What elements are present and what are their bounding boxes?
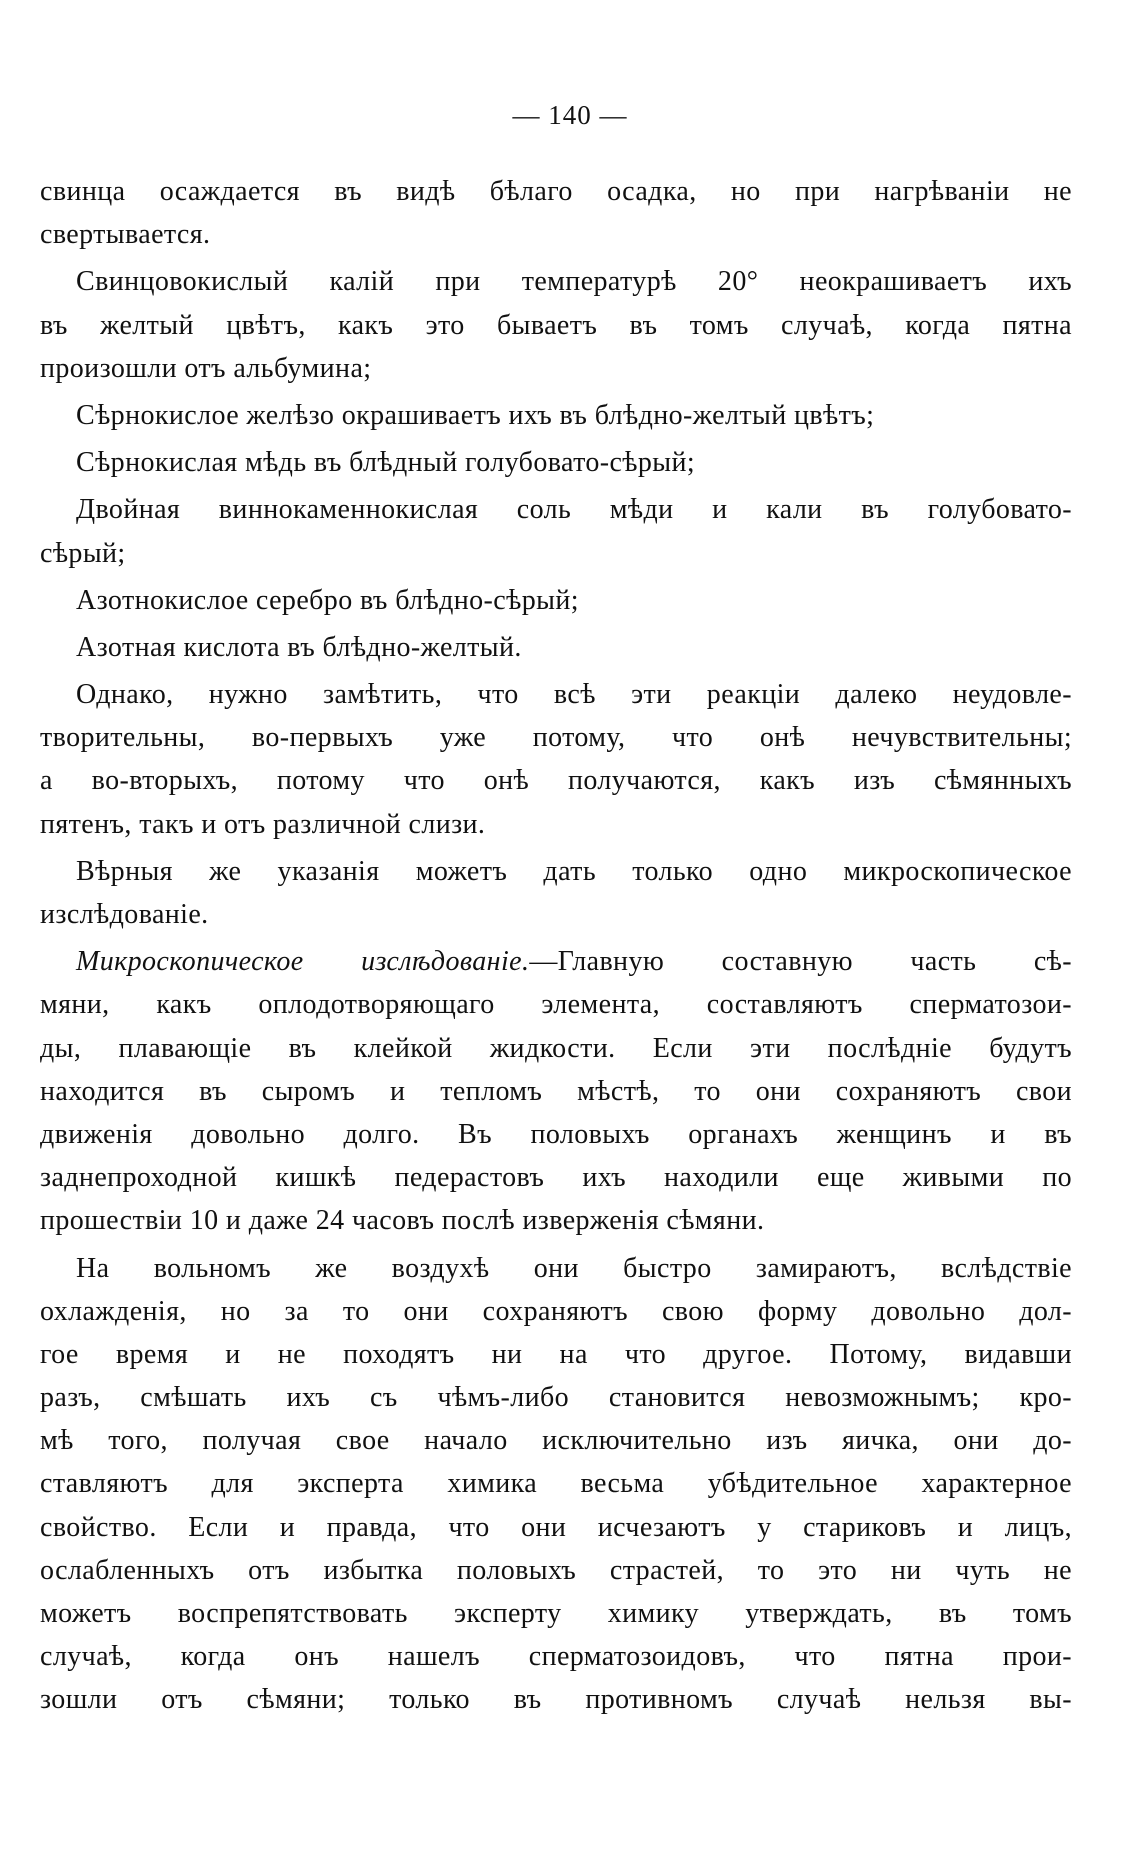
text-line: мѣ того, получая свое начало исключительно изъ яичка, они до- bbox=[40, 1425, 1072, 1457]
text-line: а во-вторыхъ, потому что онѣ получаются, какъ изъ сѣмянныхъ bbox=[40, 765, 1072, 797]
section-heading: Микроскопическое изслѣдованіе. bbox=[76, 946, 530, 978]
text-line: движенія довольно долго. Въ половыхъ органахъ женщинъ и въ bbox=[40, 1118, 1072, 1150]
text-line: пятенъ, такъ и отъ различной слизи. bbox=[40, 808, 486, 840]
text-line: случаѣ, когда онъ нашелъ сперматозоидовъ, что пятна прои- bbox=[40, 1641, 1072, 1673]
text-line: На вольномъ же воздухѣ они быстро замираютъ, вслѣдствіе bbox=[76, 1252, 1072, 1284]
text-line: Сѣрнокислая мѣдь въ блѣдный голубовато-сѣрый; bbox=[76, 447, 696, 479]
text-line: Двойная виннокаменнокислая соль мѣди и кали въ голубовато- bbox=[76, 494, 1072, 526]
text-line: заднепроходной кишкѣ педерастовъ ихъ находили еще живыми по bbox=[40, 1162, 1072, 1194]
text-line: Азотнокислое серебро въ блѣдно-сѣрый; bbox=[76, 584, 579, 616]
text-line: Однако, нужно замѣтить, что всѣ эти реакціи далеко неудовле- bbox=[76, 679, 1072, 711]
text-line: творительны, во-первыхъ уже потому, что онѣ нечувствительны; bbox=[40, 722, 1072, 754]
text-line: свертывается. bbox=[40, 219, 211, 251]
text-line: зошли отъ сѣмяни; только въ противномъ случаѣ нельзя вы- bbox=[40, 1684, 1072, 1716]
text-line: ослабленныхъ отъ избытка половыхъ страстей, то это ни чуть не bbox=[40, 1554, 1072, 1586]
text-line: Азотная кислота въ блѣдно-желтый. bbox=[76, 631, 522, 663]
text-line: Вѣрныя же указанія можетъ дать только одно микроскопическое bbox=[76, 855, 1072, 887]
text-line: Свинцовокислый калій при температурѣ 20° неокрашиваетъ ихъ bbox=[76, 266, 1072, 298]
text-line: свинца осаждается въ видѣ бѣлаго осадка, но при нагрѣваніи не bbox=[40, 176, 1072, 207]
text-fragment: —Главную составную часть сѣ- bbox=[529, 946, 1072, 978]
text-line: охлажденія, но за то они сохраняютъ свою форму довольно дол- bbox=[40, 1295, 1072, 1327]
text-line: прошествіи 10 и даже 24 часовъ послѣ изверженія сѣмяни. bbox=[40, 1205, 765, 1237]
text-line: Сѣрнокислое желѣзо окрашиваетъ ихъ въ блѣдно-желтый цвѣтъ; bbox=[76, 399, 875, 431]
text-line: ставляютъ для эксперта химика весьма убѣдительное характерное bbox=[40, 1468, 1072, 1500]
text-line: находится въ сыромъ и тепломъ мѣстѣ, то они сохраняютъ свои bbox=[40, 1075, 1072, 1107]
text-line: можетъ воспрепятствовать эксперту химику утверждать, въ томъ bbox=[40, 1598, 1072, 1629]
text-line: произошли отъ альбумина; bbox=[40, 352, 372, 384]
text-line-with-heading bbox=[40, 940, 1072, 983]
text-line: гое время и не походятъ ни на что другое. Потому, видавши bbox=[40, 1338, 1072, 1370]
text-line: свойство. Если и правда, что они исчезаютъ у стариковъ и лицъ, bbox=[40, 1511, 1072, 1543]
text-line: ды, плавающіе въ клейкой жидкости. Если эти послѣдніе будутъ bbox=[40, 1032, 1072, 1064]
text-line: разъ, смѣшать ихъ съ чѣмъ-либо становится невозможнымъ; кро- bbox=[40, 1382, 1072, 1414]
text-line: изслѣдованіе. bbox=[40, 899, 209, 930]
text-line: мяни, какъ оплодотворяющаго элемента, составляютъ сперматозои- bbox=[40, 989, 1072, 1021]
body-text bbox=[40, 170, 1072, 1722]
text-line: въ желтый цвѣтъ, какъ это бываетъ въ томъ случаѣ, когда пятна bbox=[40, 309, 1072, 341]
page-number: — 140 — bbox=[512, 100, 628, 130]
text-line: сѣрый; bbox=[40, 537, 126, 569]
